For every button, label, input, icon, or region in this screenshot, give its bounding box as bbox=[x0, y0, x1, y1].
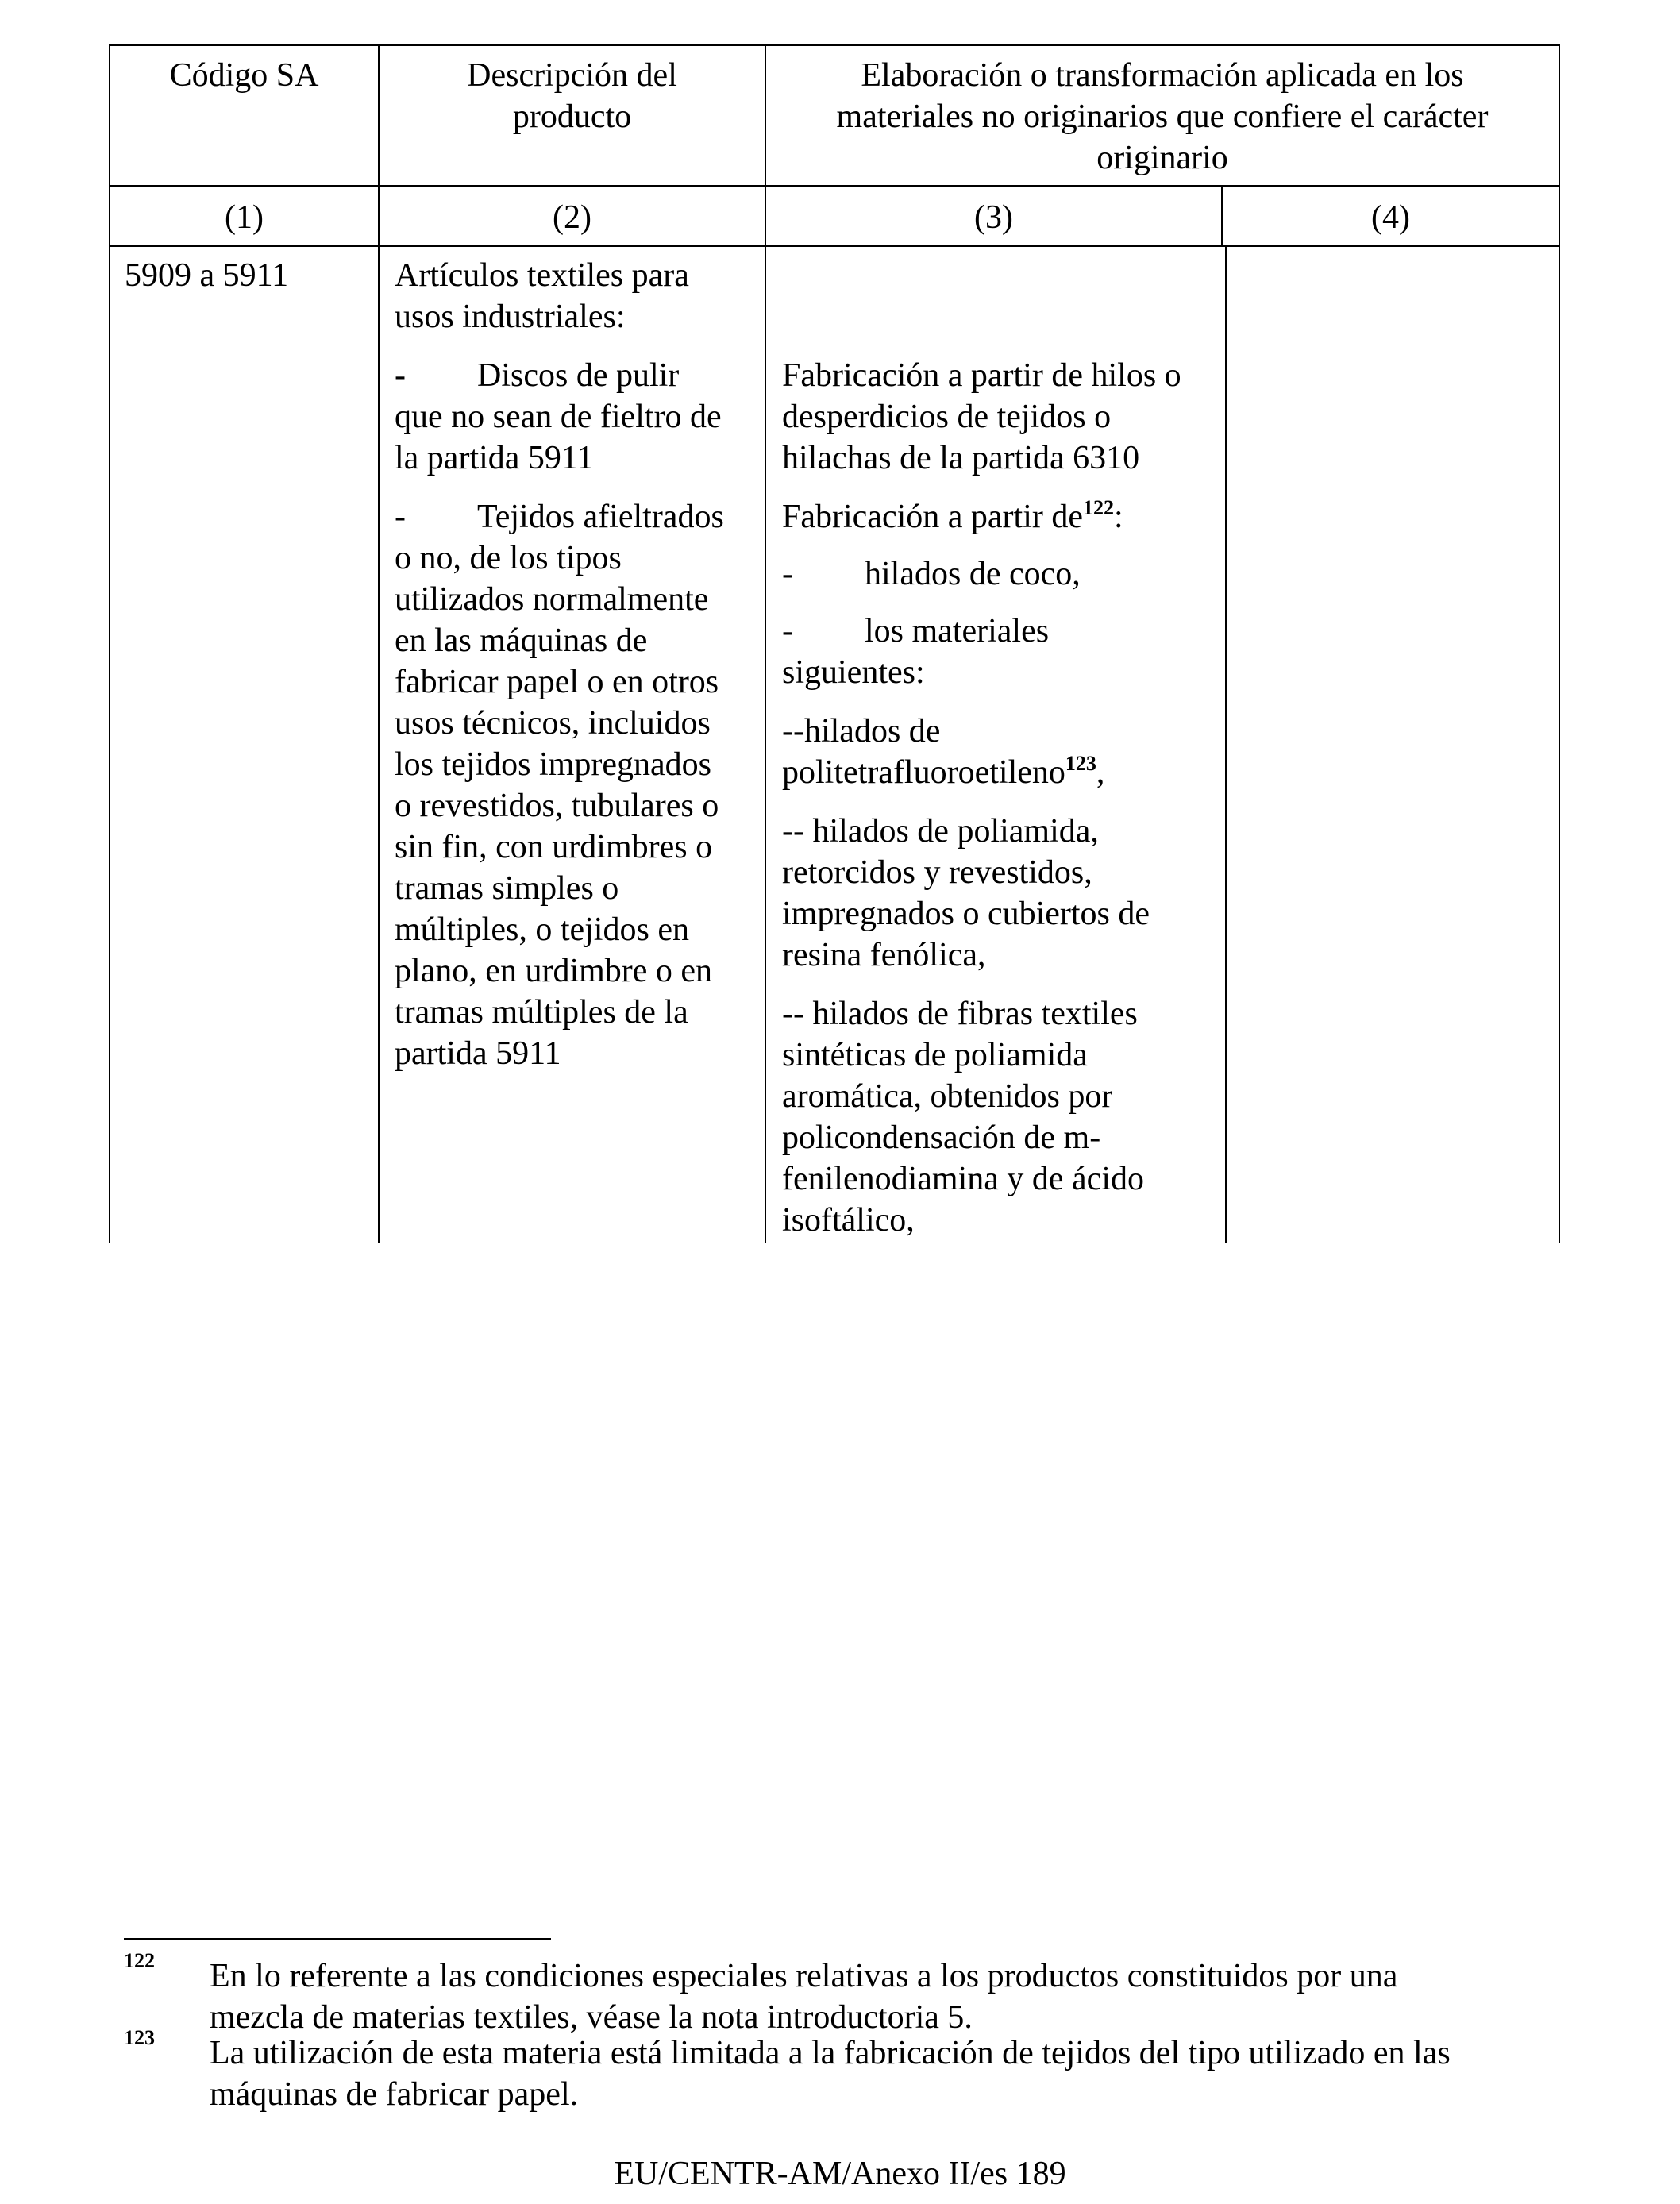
footnote-number: 123 bbox=[124, 2026, 155, 2049]
processing-rule-1: Fabricación a partir de hilos o desperdicios de tejidos o hilachas de la partida 6310 bbox=[782, 357, 1181, 476]
hs-code-value: 5909 a 5911 bbox=[125, 257, 289, 294]
table-right-border bbox=[1559, 44, 1560, 1243]
column-number-2: (2) bbox=[553, 199, 591, 236]
processing-rule-2: Fabricación a partir $de^{122}$: bbox=[782, 496, 1123, 535]
number-row-bottom-border bbox=[109, 245, 1560, 247]
footnote-text: En lo referente a las condiciones especiales relativas a los productos constituidos por una mezcla de materias textiles, véase la nota introductoria 5. bbox=[210, 1958, 1398, 2036]
description-title: Artículos textiles para usos industriales: bbox=[395, 257, 689, 335]
page-footer-reference: EU/CENTR-AM/Anexo II/es 189 bbox=[614, 2156, 1066, 2192]
description-item-felted-fabrics: - Tejidos afieltrados o no, de los tipos utilizados normalmente en las máquinas de fabricar papel o en otros usos técnicos, incluidos los tejidos impregnados o revestidos, tubulares o sin fin, con urdimbres o tramas simples o múltiples, o tejidos en plano, en urdimbre o en tramas múltiples de la partida 5911 bbox=[395, 499, 724, 1072]
footnote-ref-123: 123 bbox=[1065, 752, 1096, 775]
header-product-description: Descripción del producto bbox=[467, 57, 677, 135]
footnote-number: 122 bbox=[124, 1949, 155, 1972]
processing-item-aramid-yarn: -- hilados de fibras textiles sintéticas de poliamida aromática, obtenidos por policondensación de m- fenilenodiamina y de ácido isoftálico, bbox=[782, 996, 1144, 1239]
column-number-4: (4) bbox=[1371, 199, 1410, 236]
description-item-polishing-discs: - Discos de pulir que no sean de fieltro de la partida 5911 bbox=[395, 357, 722, 476]
processing-item-polyamide-yarn: -- hilados de poliamida, retorcidos y revestidos, impregnados o cubiertos de resina fenólica, bbox=[782, 813, 1150, 973]
footnote-text: La utilización de esta materia está limitada a la fabricación de tejidos del tipo utilizado en las máquinas de fabricar papel. bbox=[210, 2035, 1451, 2113]
header-hs-code: Código SA bbox=[169, 57, 319, 94]
column-number-3: (3) bbox=[974, 199, 1013, 236]
col3-col4-divider-body bbox=[1225, 245, 1227, 1243]
processing-item-following-materials: - los materiales siguientes: bbox=[782, 613, 1050, 691]
header-processing: Elaboración o transformación aplicada en los materiales no originarios que confiere el carácter originario bbox=[836, 57, 1489, 176]
processing-item-ptfe-yarn: --hilados de politetrafluoroetileno$^{123}$, bbox=[782, 713, 1105, 791]
table-top-border bbox=[109, 44, 1560, 46]
column-number-1: (1) bbox=[225, 199, 264, 236]
product-description-cell bbox=[395, 255, 760, 337]
processing-item-coir-yarn: - hilados de coco, bbox=[782, 556, 1081, 592]
footnote-separator bbox=[124, 1938, 551, 1940]
header-bottom-border bbox=[109, 185, 1560, 187]
footnote-ref-122: 122 bbox=[1082, 496, 1114, 519]
